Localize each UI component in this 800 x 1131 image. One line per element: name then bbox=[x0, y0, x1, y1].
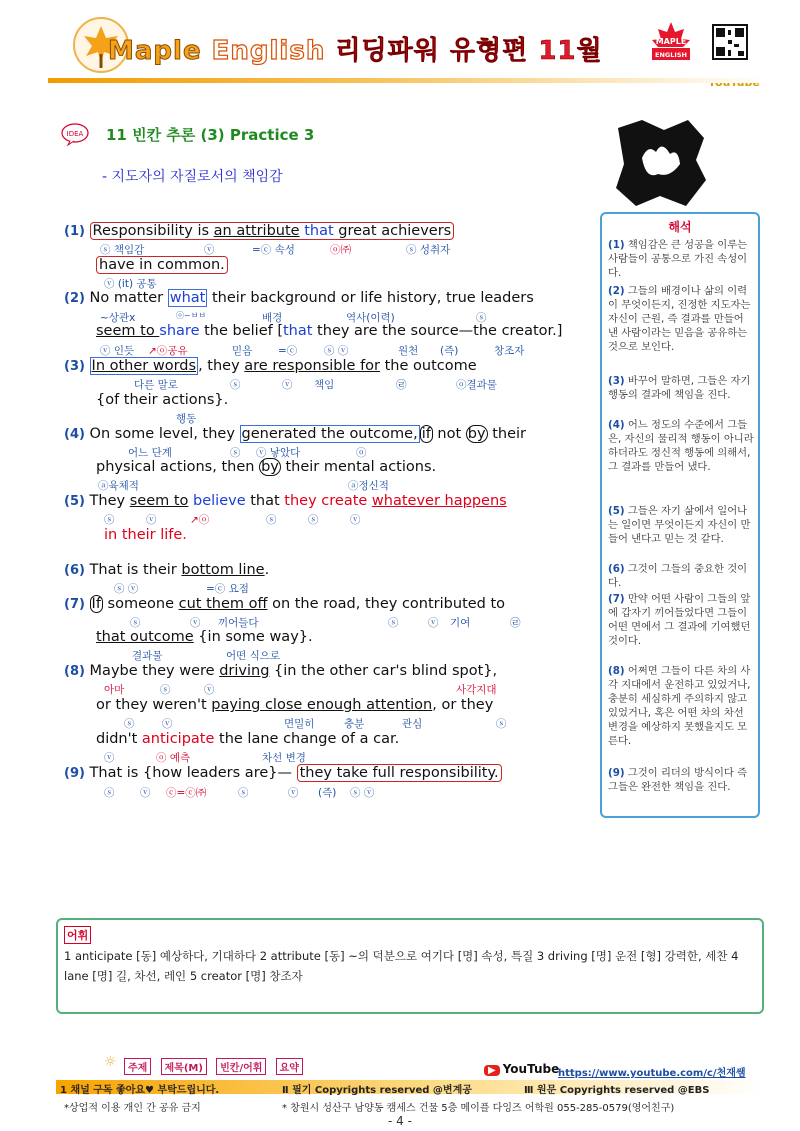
idea-label: IDEA bbox=[66, 130, 84, 138]
translation-item: (2) 그들의 배경이나 삶의 이력이 무엇이든지, 진정한 지도자는 자신이 근원, 즉 결과를 만들어 낸 사람이라는 믿음을 공유하는 것으로 보인다. bbox=[608, 285, 751, 353]
annot: 배경 bbox=[262, 312, 283, 324]
annot: ⓢ ⓥ bbox=[114, 583, 139, 595]
passage-line-8: physical actions, then by their mental actions. bbox=[96, 459, 437, 475]
annot: 기여 bbox=[450, 617, 471, 629]
annot: ⓢ bbox=[230, 447, 241, 459]
annot: ↗ⓞ bbox=[190, 514, 210, 526]
sentence-1-box: Responsibility is an attribute that great achievers bbox=[90, 222, 455, 240]
annot: ⓢ 성취자 bbox=[406, 244, 451, 256]
annot: 결과물 bbox=[132, 650, 163, 662]
passage-line-5: (3) In other words , they are responsible for the outcome bbox=[64, 358, 477, 374]
page-number: - 4 - bbox=[388, 1114, 412, 1128]
translation-panel bbox=[600, 212, 760, 818]
translation-item: (5) 그들은 자기 삶에서 일어나는 일이면 무엇이든지 자신이 만들어 낸다고 믿는 것 같다. bbox=[608, 505, 751, 545]
passage-line-6: {of their actions}. bbox=[96, 392, 229, 408]
annot: ⓥ bbox=[146, 514, 157, 526]
annot: ⓥ 인듯 bbox=[100, 345, 135, 357]
maple-leaf-badge-icon bbox=[646, 20, 696, 68]
passage-line-1 bbox=[64, 223, 454, 239]
qr-code-icon[interactable] bbox=[712, 24, 748, 60]
tag-blank[interactable]: 빈칸/어휘 bbox=[216, 1058, 266, 1075]
annot: 끼어들다 bbox=[218, 617, 259, 629]
vocabulary-box bbox=[56, 918, 764, 1014]
annot: ⓢ ⓥ bbox=[350, 787, 375, 799]
translation-item: (6) 그것이 그들의 중요한 것이다. bbox=[608, 563, 748, 589]
footer-tags bbox=[124, 1058, 309, 1075]
annot: =ⓒ 속성 bbox=[252, 244, 295, 256]
annot: 사각지대 bbox=[456, 684, 497, 696]
vocabulary-text: 1 anticipate [동] 예상하다, 기대하다 2 attribute [동] ~의 덕분으로 여기다 [명] 속성, 특질 3 driving [명] 운전 [형] 강력한, 세찬 4 lane [명] 길, 차선, 레인 5 creator [명] 창조자 bbox=[64, 949, 739, 983]
annot: ⓥ bbox=[428, 617, 439, 629]
annot: ⓢ bbox=[160, 684, 171, 696]
annot: (즉) bbox=[318, 787, 337, 799]
passage-line-10: in their life. bbox=[104, 527, 187, 543]
annot: 아마 bbox=[104, 684, 125, 696]
annot: 행동 bbox=[176, 413, 197, 425]
annot: 어떤 식으로 bbox=[226, 650, 281, 662]
title-maple: Maple bbox=[108, 36, 202, 66]
annot: ~상관x bbox=[100, 312, 136, 324]
translation-title: 해석 bbox=[668, 220, 692, 234]
annot: ⓢ bbox=[308, 514, 319, 526]
annot: ⓢ bbox=[104, 514, 115, 526]
annot: ⓥ bbox=[140, 787, 151, 799]
annot: ⓢ bbox=[124, 718, 135, 730]
annot: 믿음 bbox=[232, 345, 253, 357]
tag-topic[interactable]: 주제 bbox=[124, 1058, 151, 1075]
annot: ⓢ bbox=[496, 718, 507, 730]
youtube-url-link[interactable]: https://www.youtube.com/c/천재쌤 bbox=[558, 1068, 746, 1079]
passage-line-15: or they weren't paying close enough attention, or they bbox=[96, 697, 494, 713]
idea-bubble-icon bbox=[60, 122, 90, 146]
annot: ⓢ ⓥ bbox=[324, 345, 349, 357]
annot: ⓢ bbox=[388, 617, 399, 629]
annot: 차선 변경 bbox=[262, 752, 306, 764]
annot: (즉) bbox=[440, 345, 459, 357]
annot: 충분 bbox=[344, 718, 365, 730]
annot: ⓥ bbox=[104, 752, 115, 764]
badge-text: MAPLE bbox=[655, 37, 687, 46]
annot: ⓥ bbox=[288, 787, 299, 799]
annot: ⓢ bbox=[476, 312, 487, 324]
annot: ⓢ bbox=[230, 379, 241, 391]
title-rest: 리딩파워 유형편 11월 bbox=[335, 36, 603, 66]
footer-notice-4: *상업적 이용 개인 간 공유 금지 bbox=[64, 1103, 201, 1114]
annot: 다른 말로 bbox=[134, 379, 178, 391]
passage-line-11: (6) That is their bottom line. bbox=[64, 562, 270, 578]
annot: 어느 단계 bbox=[128, 447, 172, 459]
annot: ⓐ육체적 bbox=[98, 480, 139, 492]
annot: ⓒ=ⓒ㈜ bbox=[166, 787, 207, 799]
annot: ⓞ~ㅂㅂ bbox=[176, 311, 207, 320]
annot: =ⓒ bbox=[278, 345, 298, 357]
footer-notice-3: Ⅲ 원문 Copyrights reserved @EBS bbox=[524, 1085, 710, 1096]
passage-line-13: that outcome {in some way}. bbox=[96, 629, 313, 645]
badge-sub: ENGLISH bbox=[655, 51, 687, 59]
vocabulary-title: 어휘 bbox=[64, 926, 91, 944]
play-icon: ▶ bbox=[484, 1065, 500, 1076]
annot: ⓞ bbox=[356, 447, 367, 459]
annot: ⓥ bbox=[162, 718, 173, 730]
annot: ⓥ bbox=[350, 514, 361, 526]
tag-summary[interactable]: 요약 bbox=[276, 1058, 303, 1075]
translation-item: (4) 어느 정도의 수준에서 그들은, 자신의 물리적 행동이 아니라 하더라도 정신적 행동에 의해서, 그 결과를 만들어 냈다. bbox=[608, 419, 754, 473]
annot: ⓢ 책임감 bbox=[100, 244, 145, 256]
annot: ↗ⓞ공유 bbox=[148, 345, 188, 357]
annot: ⓞ㈜ bbox=[330, 244, 351, 256]
annot: ⓢ bbox=[238, 787, 249, 799]
leaders-silhouette-icon bbox=[612, 118, 708, 208]
passage-line-12: (7) If someone cut them off on the road, they contributed to bbox=[64, 596, 506, 612]
annot: ⓢ bbox=[266, 514, 277, 526]
annot: ⓥ bbox=[282, 379, 293, 391]
translation-item: (7) 만약 어떤 사람이 그들의 앞에 갑자기 끼어들었다면 그들이 어떤 면에서 그 결과에 기여했던 것이다. bbox=[608, 593, 751, 647]
annot: ㉣ bbox=[510, 617, 521, 629]
annot: 창조자 bbox=[494, 345, 525, 357]
footer-notice-2: Ⅱ 필기 Copyrights reserved @변계공 bbox=[282, 1085, 472, 1096]
section-title: 11 빈칸 추론 (3) Practice 3 bbox=[106, 126, 315, 144]
passage-line-7: (4) On some level, they generated the outcome, if not by their bbox=[64, 426, 526, 442]
annot: 책임 bbox=[314, 379, 335, 391]
annot: ⓢ bbox=[130, 617, 141, 629]
passage-line-14: (8) Maybe they were driving {in the other car's blind spot}, bbox=[64, 663, 498, 679]
title-english: English bbox=[211, 36, 326, 66]
passage-line-9: (5) They seem to believe that they create whatever happens bbox=[64, 493, 507, 509]
header-divider bbox=[48, 78, 768, 83]
sentence-number: (1) bbox=[64, 224, 85, 239]
tag-title[interactable]: 제목(M) bbox=[161, 1058, 207, 1075]
annot: ⓢ bbox=[104, 787, 115, 799]
annot: 역사(이력) bbox=[346, 312, 395, 324]
passage-line-4: seem to share the belief [that they are the source—the creator.] bbox=[96, 323, 563, 339]
passage-line-2: have in common. bbox=[96, 257, 228, 273]
footer-notice-5: * 창원시 성산구 남양동 캠세스 건물 5층 메이플 다잉즈 어학원 055-285-0579(영어친구) bbox=[282, 1103, 675, 1114]
lightbulb-icon: ☼ bbox=[104, 1054, 117, 1070]
annot: ⓥ bbox=[204, 684, 215, 696]
passage-line-17: (9) That is {how leaders are}— they take full responsibility. bbox=[64, 765, 502, 781]
annot: ⓞ결과물 bbox=[456, 379, 497, 391]
section-subtitle: - 지도자의 자질로서의 책임감 bbox=[102, 169, 283, 185]
annot: 면밀히 bbox=[284, 718, 315, 730]
footer-notice-1: 1 채널 구독 좋아요♥ 부탁드립니다. bbox=[60, 1085, 220, 1096]
annot: 원천 bbox=[398, 345, 419, 357]
translation-item: (1) 책임감은 큰 성공을 이루는 사람들이 공통으로 가진 속성이다. bbox=[608, 239, 748, 279]
translation-item: (3) 바꾸어 말하면, 그들은 자기 행동의 결과에 책임을 진다. bbox=[608, 375, 751, 401]
annot: ㉣ bbox=[396, 379, 407, 391]
passage-line-3: (2) No matter what their background or life history, true leaders bbox=[64, 290, 534, 306]
annot: ⓥ 낳았다 bbox=[256, 447, 301, 459]
annot: =ⓒ 요점 bbox=[206, 583, 249, 595]
annot: ⓥ (it) 공통 bbox=[104, 278, 157, 290]
annot: ⓥ bbox=[190, 617, 201, 629]
youtube-logo[interactable]: ▶ YouTube bbox=[484, 1062, 559, 1076]
annot: ⓥ bbox=[204, 244, 215, 256]
header-title bbox=[108, 30, 603, 67]
annot: ⓐ정신적 bbox=[348, 480, 389, 492]
passage-line-16: didn't anticipate the lane change of a car. bbox=[96, 731, 400, 747]
annot: 관심 bbox=[402, 718, 423, 730]
annot: ⓞ 예측 bbox=[156, 752, 191, 764]
translation-item: (8) 어쩌면 그들이 다른 차의 사각 지대에서 운전하고 있었거나, 충분히 세심하게 주의하지 않고 있었거나, 혹은 어떤 차의 차선 변경을 예상하지 못했을지도 모른다. bbox=[608, 665, 751, 747]
translation-item: (9) 그것이 리더의 방식이다 즉 그들은 완전한 책임을 진다. bbox=[608, 767, 748, 793]
